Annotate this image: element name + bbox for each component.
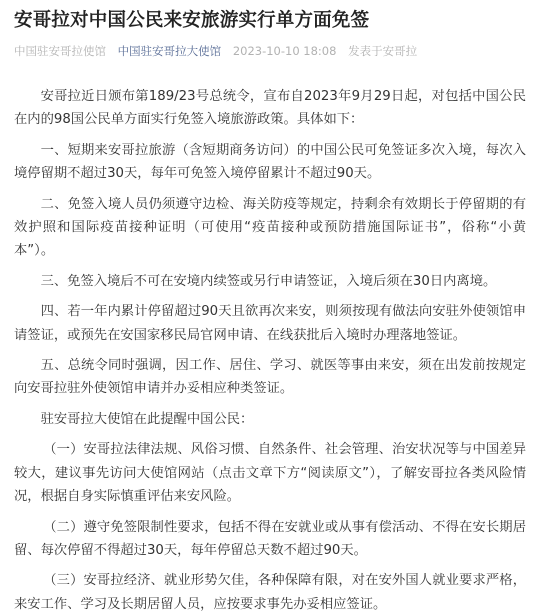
paragraph-reminder-3: （三）安哥拉经济、就业形势欠佳，各种保障有限，对在安外国人就业要求严格，来安工作、学习及长期居留人员，应按要求事先办妥相应签证。 xyxy=(14,573,526,612)
paragraph-item-4: 四、若一年内累计停留超过90天且欲再次来安，则须按现有做法向安驻外使领馆申请签证，或预先在安国家移民局官网申请、在线获批后入境时办理落地签证。 xyxy=(14,304,526,343)
paragraph-item-5: 五、总统令同时强调，因工作、居住、学习、就医等事由来安，须在出发前按规定向安哥拉驻外使领馆申请并办妥相应种类签证。 xyxy=(14,358,526,397)
article-meta xyxy=(14,43,526,59)
paragraph-item-2: 二、免签入境人员仍须遵守边检、海关防疫等规定，持剩余有效期长于停留期的有效护照和国际疫苗接种证明（可使用“疫苗接种或预防措施国际证书”，俗称“小黄本”）。 xyxy=(14,196,526,259)
paragraph-item-3: 三、免签入境后不可在安境内续签或另行申请签证，入境后须在30日内离境。 xyxy=(40,273,497,289)
article-body xyxy=(14,85,526,616)
meta-source: 中国驻安哥拉使馆 xyxy=(14,44,106,58)
article-title: 安哥拉对中国公民来安旅游实行单方面免签 xyxy=(14,10,370,31)
paragraph-reminder-intro: 驻安哥拉大使馆在此提醒中国公民： xyxy=(40,411,254,427)
meta-location: 发表于安哥拉 xyxy=(348,44,418,58)
paragraph-item-1: 一、短期来安哥拉旅游（含短期商务访问）的中国公民可免签证多次入境，每次入境停留期不超过30天，每年可免签入境停留累计不超过90天。 xyxy=(14,142,526,182)
meta-account-link[interactable]: 中国驻安哥拉大使馆 xyxy=(117,44,222,58)
paragraph-reminder-2: （二）遵守免签限制性要求，包括不得在安就业或从事有偿活动、不得在安长期居留、每次停留不得超过30天，每年停留总天数不超过90天。 xyxy=(14,519,526,558)
meta-datetime: 2023-10-10 18:08 xyxy=(232,44,337,58)
paragraph-reminder-1: （一）安哥拉法律法规、风俗习惯、自然条件、社会管理、治安状况等与中国差异较大，建议事先访问大使馆网站（点击文章下方“阅读原文”），了解安哥拉各类风险情况，根据自身实际慎重评估来安风险。 xyxy=(14,442,526,505)
paragraph-intro: 安哥拉近日颁布第189/23号总统令，宣布自2023年9月29日起，对包括中国公民在内的98国公民单方面实行免签入境旅游政策。具体如下： xyxy=(14,89,526,128)
